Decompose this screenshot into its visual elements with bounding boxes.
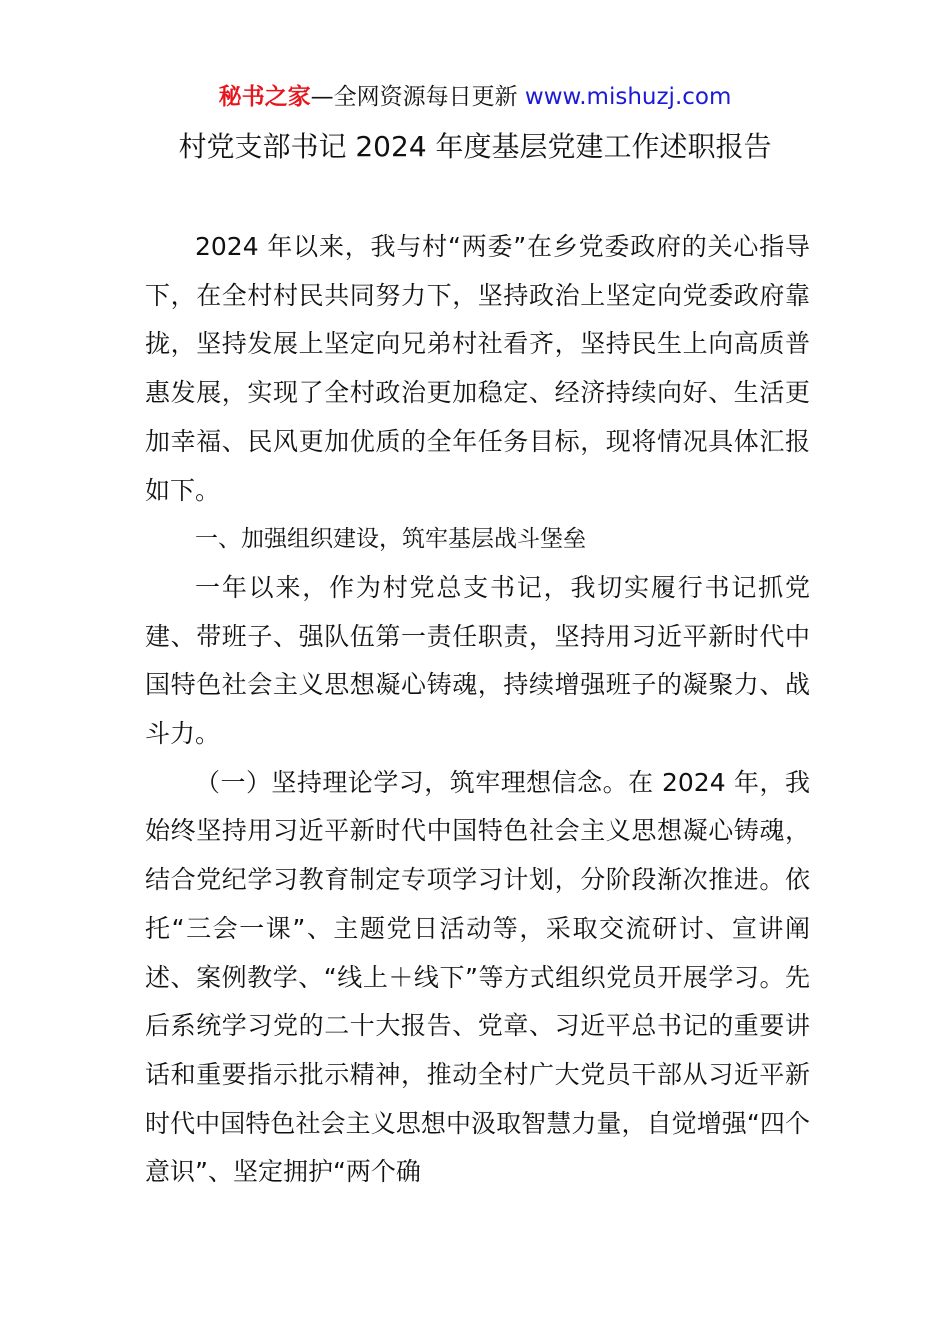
document-title: 村党支部书记 2024 年度基层党建工作述职报告 <box>178 130 772 163</box>
banner-slogan: —全网资源每日更新 <box>310 84 525 110</box>
site-url-link[interactable]: www.mishuzj.com <box>524 84 732 110</box>
paragraph-theory-study: （一）坚持理论学习，筑牢理想信念。在 2024 年，我始终坚持用习近平新时代中国特色社会主义思想凝心铸魂，结合党纪学习教育制定专项学习计划，分阶段渐次推进。依托“三会一课”、主题党日活动等，采取交流研讨、宣讲阐述、案例教学、“线上＋线下”等方式组织党员开展学习。先后系统学习党的二十大报告、党章、习近平总书记的重要讲话和重要指示批示精神，推动全村广大党员干部从习近平新时代中国特色社会主义思想中汲取智慧力量，自觉增强“四个意识”、坚定拥护“两个确 <box>145 767 810 1187</box>
brand-name: 秘书之家 <box>218 84 311 110</box>
paragraph-intro: 2024 年以来，我与村“两委”在乡党委政府的关心指导下，在全村村民共同努力下，坚持政治上坚定向党委政府靠拢，坚持发展上坚定向兄弟村社看齐，坚持民生上向高质普惠发展，实现了全村政治更加稳定、经济持续向好、生活更加幸福、民风更加优质的全年任务目标，现将情况具体汇报如下。 <box>145 232 810 505</box>
document-body <box>145 223 810 1197</box>
site-banner <box>0 82 950 112</box>
section-heading: 一、加强组织建设，筑牢基层战斗堡垒 <box>195 526 586 553</box>
paragraph-section-summary: 一年以来，作为村党总支书记，我切实履行书记抓党建、带班子、强队伍第一责任职责，坚持用习近平新时代中国特色社会主义思想凝心铸魂，持续增强班子的凝聚力、战斗力。 <box>145 572 810 749</box>
